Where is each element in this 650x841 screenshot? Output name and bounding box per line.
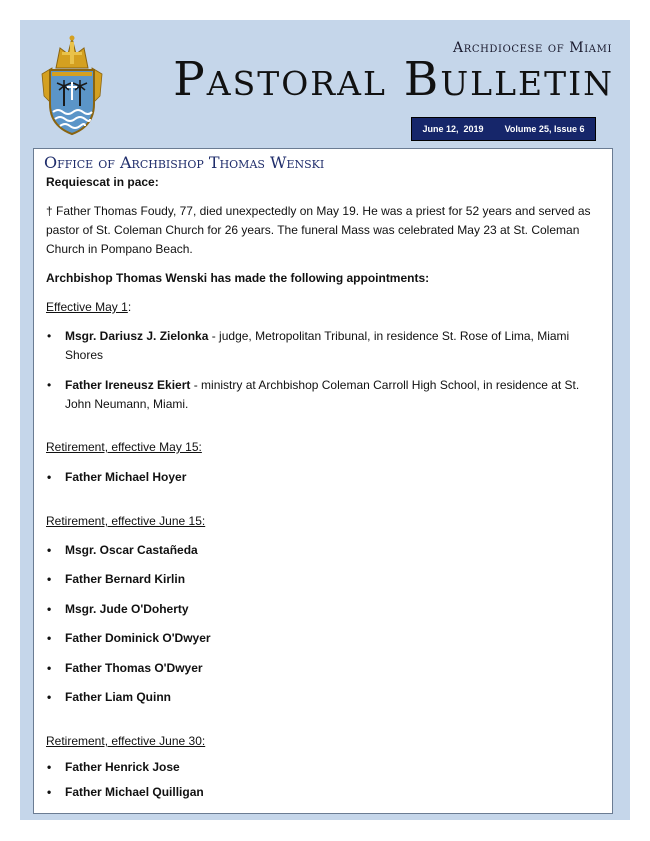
effective-may1-heading <box>46 298 598 317</box>
retirement-june30-list <box>46 758 590 802</box>
appointee-name: Father Ireneusz Ekiert <box>65 378 191 392</box>
requiescat-heading: Requiescat in pace: <box>46 175 159 189</box>
appointment-detail: - ministry at Archbishop Coleman Carroll High School, in residence at St. John Neumann, Miami. <box>65 378 580 411</box>
effective-may1-label: Effective May 1 <box>46 300 128 314</box>
list-item: • Father Dominick O'Dwyer <box>46 629 590 648</box>
appointment-detail: - judge, Metropolitan Tribunal, in residence St. Rose of Lima, Miami Shores <box>65 329 570 362</box>
obituary-paragraph: † Father Thomas Foudy, 77, died unexpectedly on May 19. He was a priest for 52 years and served as pastor of St. Coleman Church for 26 years. The funeral Mass was celebrated May 23 at St. Coleman Church in Pompano Beach. <box>46 204 591 256</box>
bulletin-title: Pastoral Bulletin <box>173 52 614 107</box>
issue-volume: Volume 25, Issue 6 <box>504 124 585 134</box>
issue-info-bar <box>411 117 596 141</box>
list-item: • Father Henrick Jose <box>46 758 590 777</box>
retirement-may15-heading: Retirement, effective May 15: <box>46 440 202 454</box>
appointee-name: Msgr. Dariusz J. Zielonka <box>65 329 209 343</box>
retirement-may15-list <box>46 468 590 487</box>
archdiocese-name: Archdiocese of Miami <box>452 40 612 56</box>
retirement-june15-heading: Retirement, effective June 15: <box>46 514 206 528</box>
list-item: • Father Michael Quilligan <box>46 783 590 802</box>
list-item: • Father Thomas O'Dwyer <box>46 659 590 678</box>
appointments-list <box>46 376 590 414</box>
issue-date: June 12, 2019 <box>422 124 484 134</box>
section-title: Office of Archbishop Thomas Wenski <box>44 153 325 172</box>
list-item <box>46 376 590 414</box>
appointments-heading: Archbishop Thomas Wenski has made the following appointments: <box>46 271 430 285</box>
list-item: • Msgr. Oscar Castañeda <box>46 541 590 560</box>
effective-may1-suffix: : <box>127 300 132 314</box>
archdiocese-crest-logo <box>38 34 106 136</box>
list-item <box>46 327 590 365</box>
retirement-june30-heading: Retirement, effective June 30: <box>46 734 206 748</box>
list-item: • Msgr. Jude O'Doherty <box>46 600 590 619</box>
retirement-june15-list <box>46 541 590 707</box>
appointments-list <box>46 327 590 365</box>
list-item: • Father Bernard Kirlin <box>46 570 590 589</box>
content-panel <box>33 148 613 814</box>
list-item: • Father Michael Hoyer <box>46 468 590 487</box>
list-item: • Father Liam Quinn <box>46 688 590 707</box>
